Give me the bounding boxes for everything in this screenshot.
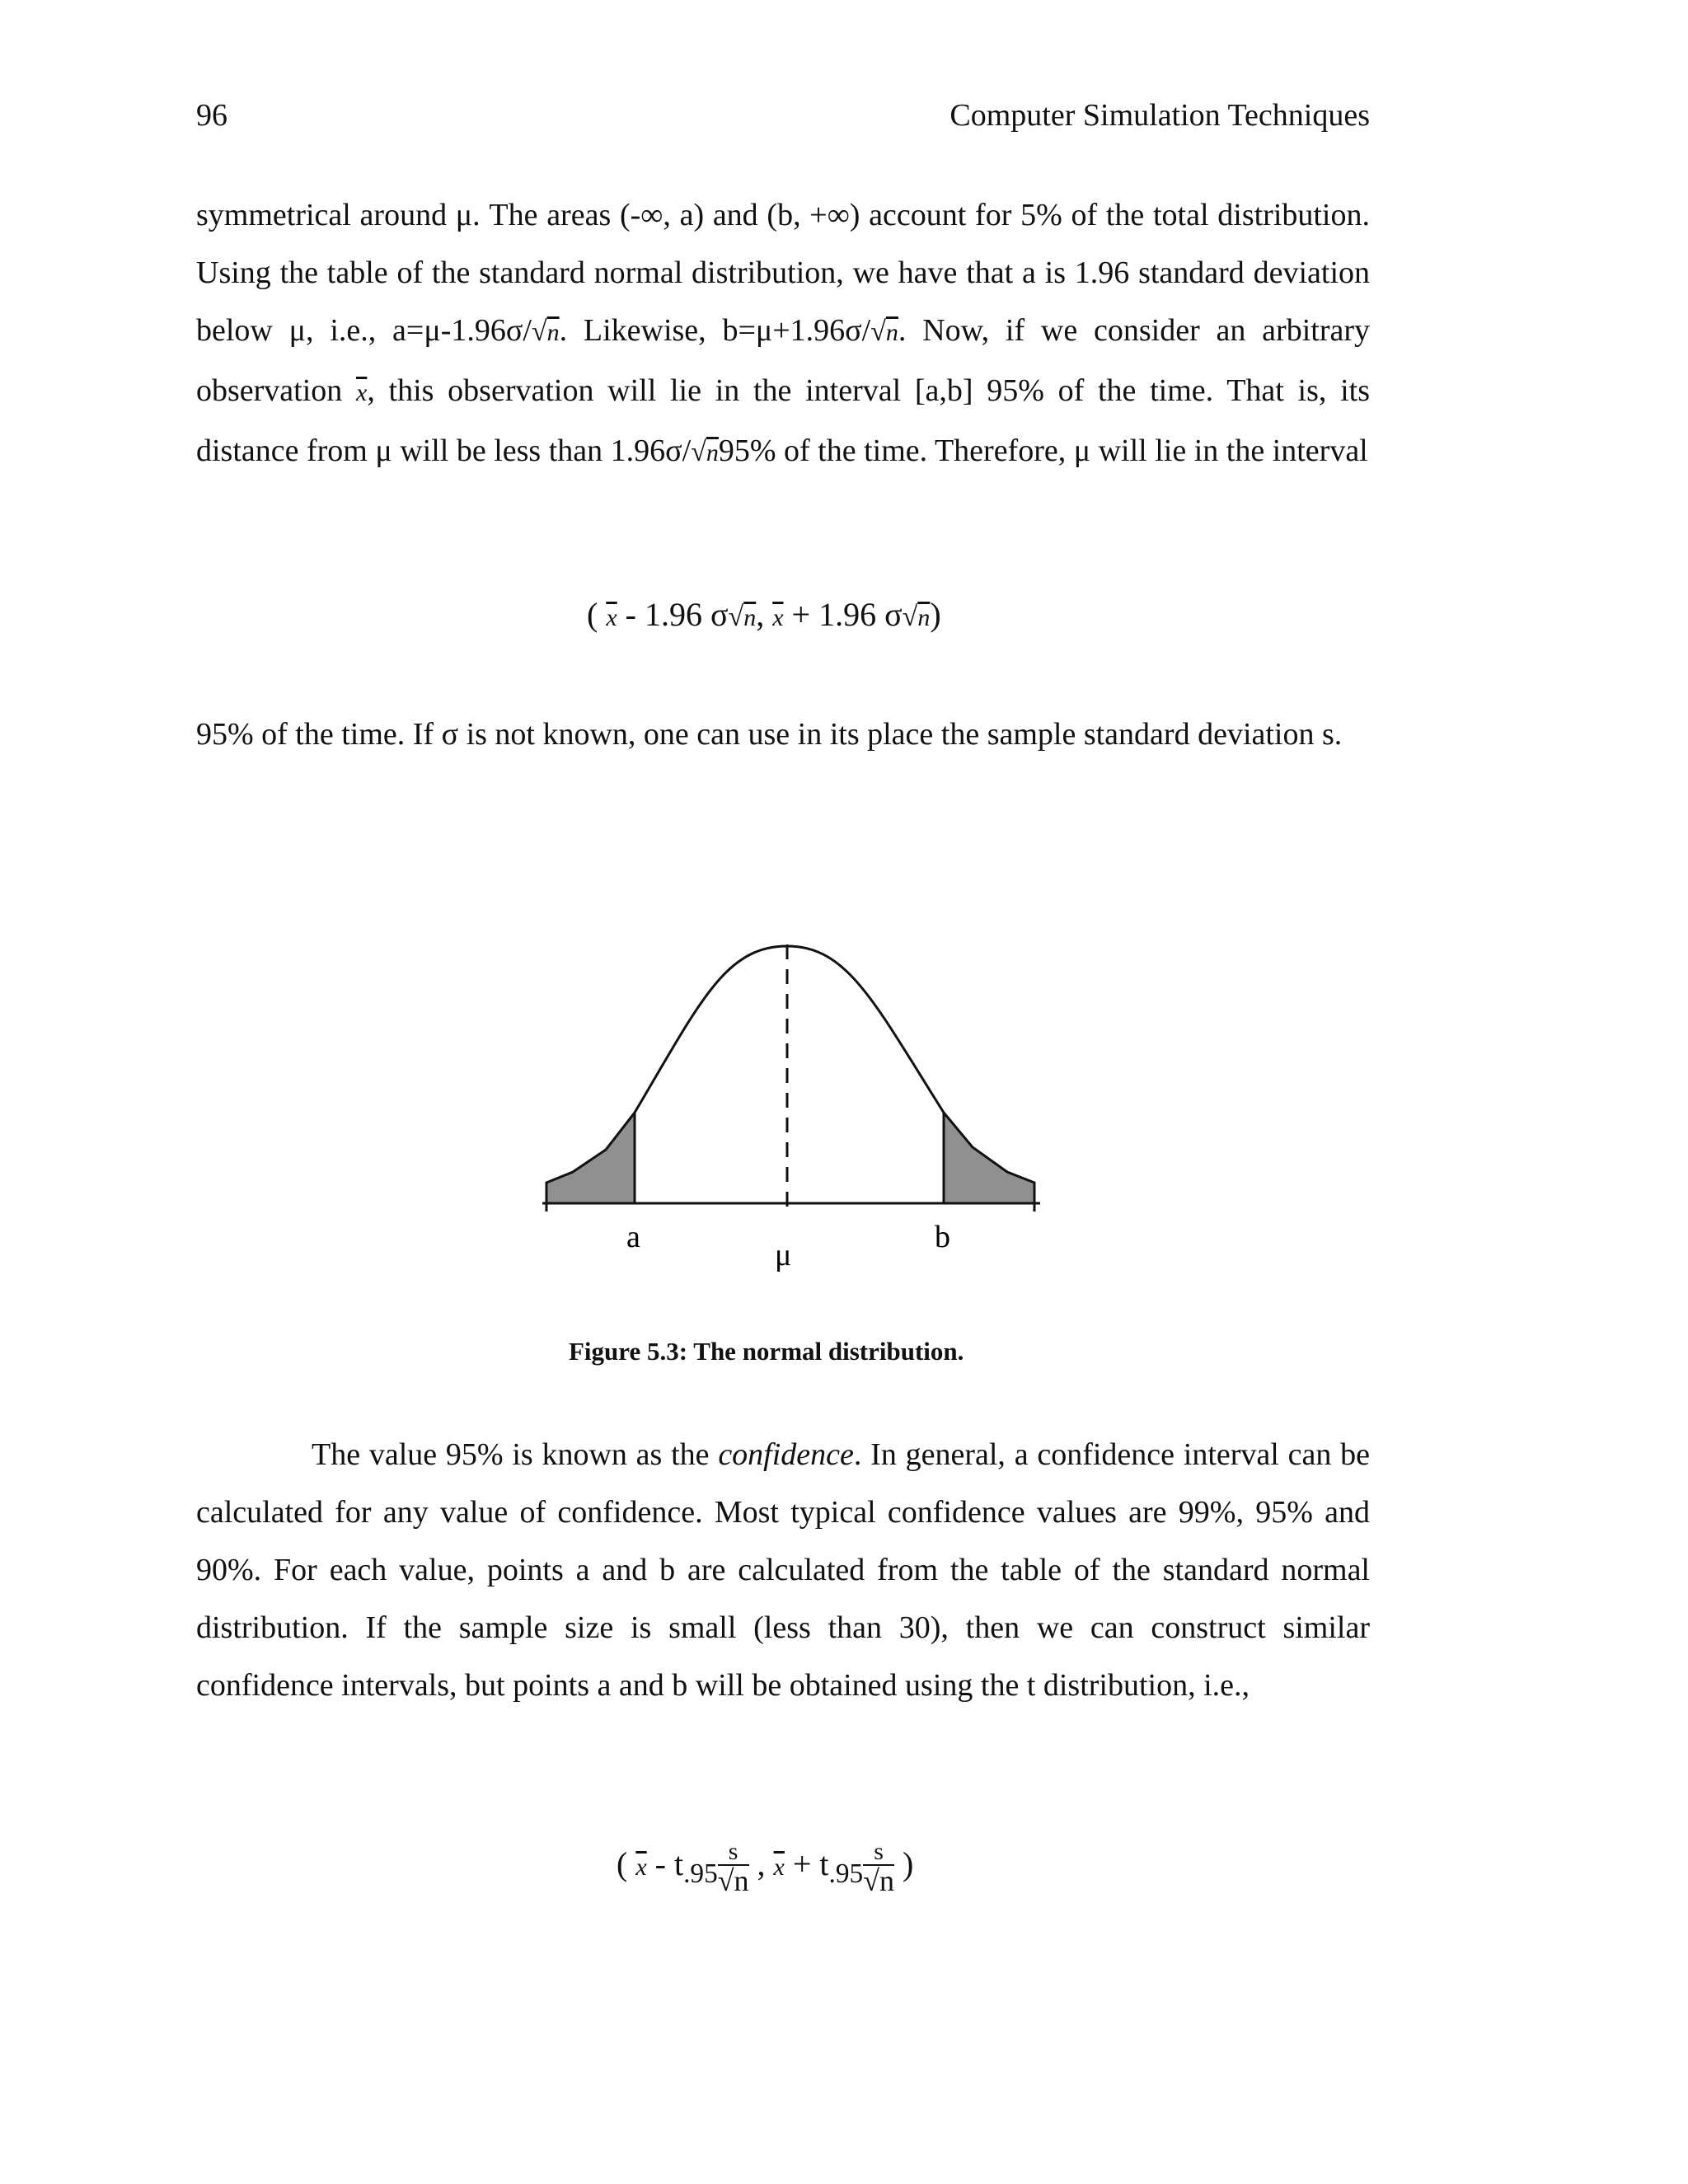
sqrt-symbol: √ bbox=[870, 316, 886, 347]
fraction-numerator: s bbox=[718, 1840, 749, 1866]
s-over-sqrt-n bbox=[863, 1840, 894, 1896]
x-bar: $\overline{x}$ bbox=[356, 379, 368, 406]
x-bar: $\overline{x}$ bbox=[773, 1854, 785, 1882]
sqrt-n: n bbox=[917, 604, 931, 631]
label-a: a bbox=[626, 1220, 640, 1254]
equation-t-interval bbox=[617, 1840, 913, 1896]
sqrt-symbol: √ bbox=[902, 602, 918, 632]
right-tail-area bbox=[944, 1113, 1034, 1203]
sqrt-n: n bbox=[546, 319, 560, 346]
eq2-plus: + t bbox=[792, 1845, 829, 1883]
eq2-close: ) bbox=[902, 1845, 914, 1883]
eq1-minus: - 1.96 σ bbox=[625, 596, 729, 633]
sqrt-symbol: √ bbox=[728, 602, 744, 632]
sqrt-n: n bbox=[706, 439, 719, 466]
paragraph-3 bbox=[196, 1426, 1370, 1714]
para3-text-1: The value 95% is known as the bbox=[312, 1437, 719, 1472]
para2-text: 95% of the time. If σ is not known, one can use in its place the sample standard deviation s. bbox=[196, 717, 1343, 752]
x-bar: $\overline{x}$ bbox=[635, 1854, 647, 1882]
eq1-open: ( bbox=[587, 596, 598, 633]
eq2-comma: , bbox=[757, 1845, 766, 1883]
figure-caption: Figure 5.3: The normal distribution. bbox=[569, 1337, 964, 1366]
para1-text-3: . Now, if we consider an arbitrary observation bbox=[196, 313, 1370, 408]
paragraph-1 bbox=[196, 186, 1370, 482]
eq2-subscript: .95 bbox=[828, 1858, 864, 1890]
normal-distribution-figure bbox=[528, 931, 1055, 1294]
paragraph-2 bbox=[196, 705, 1370, 763]
para3-text-2: . In general, a confidence interval can be calculated for any value of confidence. Most typical confidence values are 99%, 95% and 90%. For each value, points a and b are calculated from the table of the standard normal distribution. If the sample size is small (less than 30), then we can construct similar confidence intervals, but points a and b will be obtained using the t distribution, i.e., bbox=[196, 1437, 1370, 1703]
sqrt-symbol: √ bbox=[691, 437, 706, 467]
x-bar: $\overline{x}$ bbox=[606, 604, 617, 631]
para1-text-4: , this observation will lie in the interval [a,b] 95% of the time. That is, its distance from μ will be less than 1.96σ/ bbox=[196, 373, 1370, 468]
eq2-minus: - t bbox=[654, 1845, 684, 1883]
eq2-open: ( bbox=[617, 1845, 628, 1883]
eq1-close: ) bbox=[930, 596, 941, 633]
eq1-plus: + 1.96 σ bbox=[791, 596, 903, 633]
para1-text-1: symmetrical around μ. The areas (-∞, a) and (b, +∞) account for 5% of the total distribution. Using the table of the standard normal distribution, we have that a is 1.96 standard deviation below μ, i.e., a=μ-1.96σ/ bbox=[196, 198, 1370, 348]
sqrt-symbol: √ bbox=[531, 316, 547, 347]
running-title: Computer Simulation Techniques bbox=[950, 98, 1370, 133]
fraction-numerator: s bbox=[863, 1840, 894, 1866]
left-tail-area bbox=[546, 1113, 635, 1203]
page-number: 96 bbox=[196, 98, 227, 133]
label-mu: μ bbox=[775, 1238, 792, 1272]
sqrt-n: n bbox=[743, 604, 757, 631]
x-bar: $\overline{x}$ bbox=[772, 604, 784, 631]
equation-confidence-interval bbox=[587, 595, 941, 634]
fraction-denominator: √n bbox=[863, 1864, 894, 1897]
sqrt-n: n bbox=[885, 319, 898, 346]
bell-curve bbox=[635, 946, 944, 1113]
fraction-denominator: √n bbox=[717, 1864, 749, 1897]
para3-emphasis: confidence bbox=[718, 1437, 854, 1472]
eq1-comma: , bbox=[756, 596, 765, 633]
para1-text-2: . Likewise, b=μ+1.96σ/ bbox=[559, 313, 871, 348]
para1-text-5: 95% of the time. Therefore, μ will lie in the interval bbox=[718, 434, 1368, 468]
eq2-subscript: .95 bbox=[683, 1858, 718, 1890]
label-b: b bbox=[935, 1220, 950, 1254]
s-over-sqrt-n bbox=[718, 1840, 749, 1896]
